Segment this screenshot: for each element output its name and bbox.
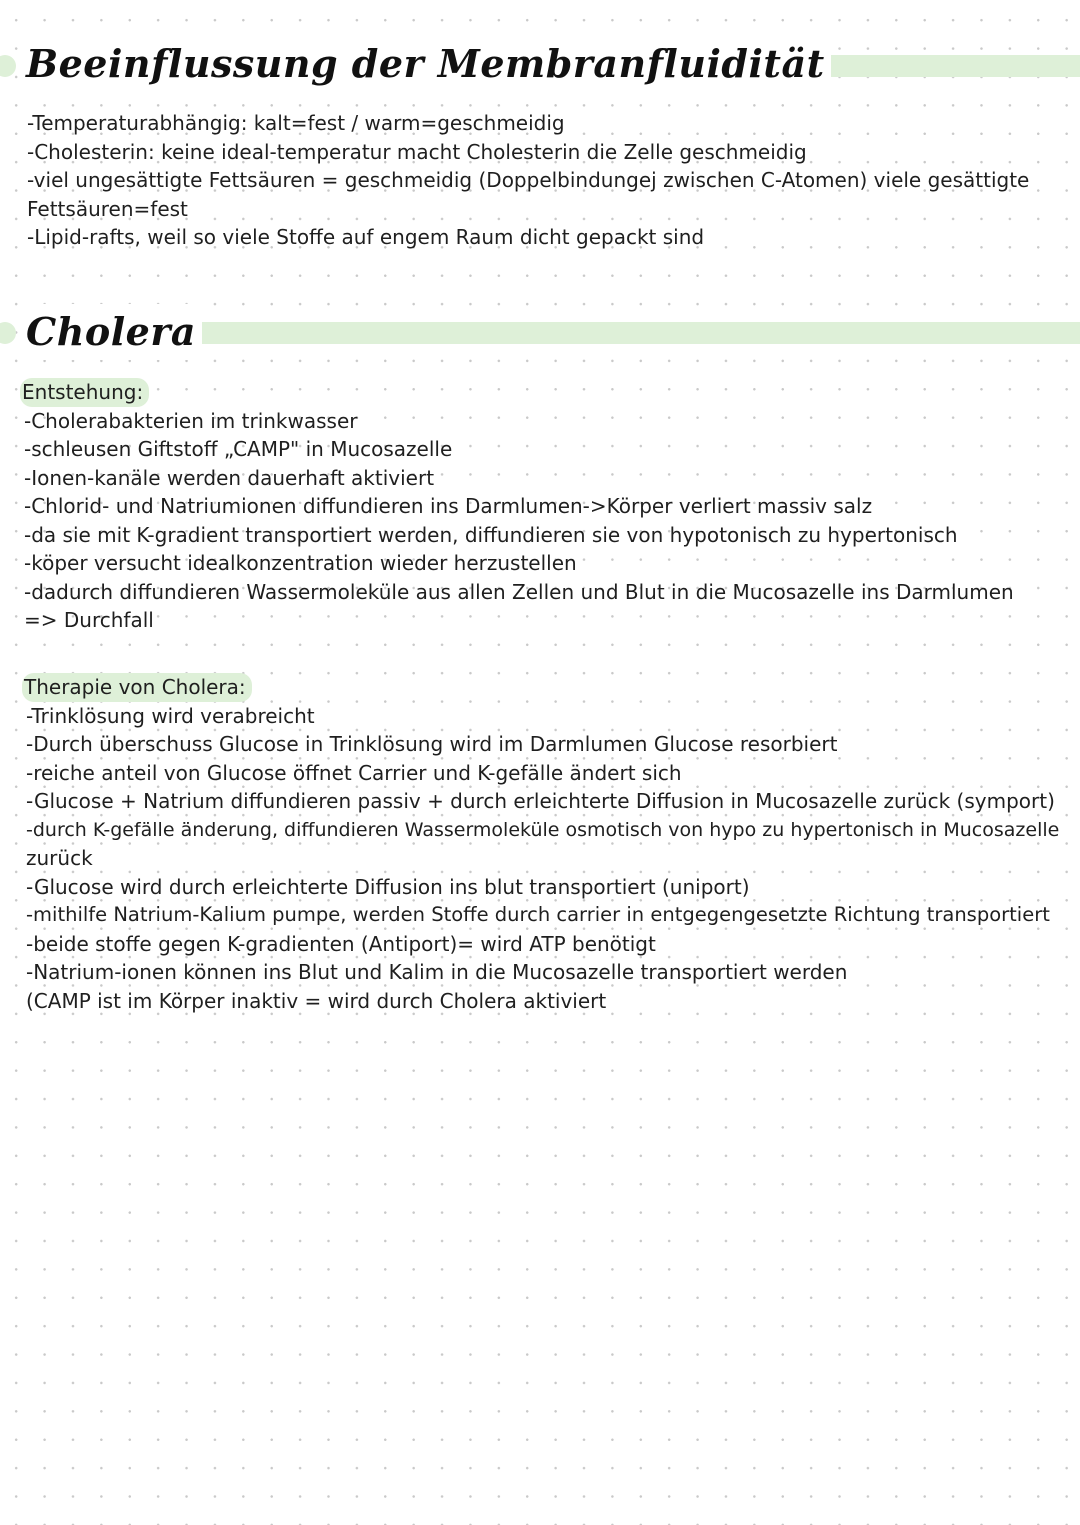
section-title: Beeinflussung der Membranfluidität — [22, 36, 831, 92]
subsection-label: Entstehung: — [20, 378, 149, 407]
note-line: => Durchfall — [24, 608, 154, 632]
heading-highlight-dot — [0, 55, 16, 77]
note-line: -Trinklösung wird verabreicht — [26, 703, 315, 728]
section-body-membranfluiditaet — [27, 109, 1057, 252]
note-line: -durch K-gefälle änderung, diffundieren Wassermoleküle osmotisch von hypo zu hypertonisch in Mucosazelle — [26, 818, 1060, 841]
note-line: -mithilfe Natrium-Kalium pumpe, werden Stoffe durch carrier in entgegengesetzte Richtung transportiert — [26, 903, 1050, 926]
note-line: -köper versucht idealkonzentration wieder herzustellen — [24, 551, 577, 575]
note-line: -Glucose + Natrium diffundieren passiv + durch erleichterte Diffusion in Mucosazelle zurück (symport) — [26, 789, 1055, 813]
heading-highlight-bar — [150, 322, 1080, 344]
subsection-therapie — [24, 673, 1060, 1015]
note-line: -schleusen Giftstoff „CAMP" in Mucosazelle — [24, 437, 453, 461]
note-line: -Chlorid- und Natriumionen diffundieren ins Darmlumen->Körper verliert massiv salz — [24, 494, 873, 518]
note-line: -Temperaturabhängig: kalt=fest / warm=geschmeidig — [27, 111, 565, 135]
note-line: (CAMP ist im Körper inaktiv = wird durch Cholera aktiviert — [26, 988, 607, 1013]
note-line: zurück — [26, 846, 93, 870]
subsection-entstehung — [24, 378, 1054, 635]
note-line: -Lipid-rafts, weil so viele Stoffe auf engem Raum dicht gepackt sind — [27, 225, 705, 249]
section-heading-membranfluiditaet — [0, 36, 1080, 92]
note-line: -Natrium-ionen können ins Blut und Kalim in die Mucosazelle transportiert werden — [26, 960, 848, 984]
subsection-label: Therapie von Cholera: — [22, 673, 252, 702]
note-line: -viel ungesättigte Fettsäuren = geschmeidig (Doppelbindungej zwischen C-Atomen) viele gesättigte — [27, 168, 1030, 192]
note-line: -da sie mit K-gradient transportiert werden, diffundieren sie von hypotonisch zu hypertonisch — [24, 522, 958, 547]
note-line: -Cholesterin: keine ideal-temperatur macht Cholesterin die Zelle geschmeidig — [27, 139, 807, 164]
note-line: -Durch überschuss Glucose in Trinklösung wird im Darmlumen Glucose resorbiert — [26, 732, 838, 756]
note-line: -reiche anteil von Glucose öffnet Carrier und K-gefälle ändert sich — [26, 760, 682, 785]
note-line: -Glucose wird durch erleichterte Diffusion ins blut transportiert (uniport) — [26, 874, 750, 899]
note-line: Fettsäuren=fest — [27, 196, 188, 221]
section-title: Cholera — [22, 304, 202, 360]
note-line: -dadurch diffundieren Wassermoleküle aus allen Zellen und Blut in die Mucosazelle ins Darmlumen — [24, 579, 1014, 604]
note-line: -Ionen-kanäle werden dauerhaft aktiviert — [24, 465, 435, 490]
heading-highlight-dot — [0, 322, 16, 344]
note-line: -beide stoffe gegen K-gradienten (Antiport)= wird ATP benötigt — [26, 931, 656, 956]
section-heading-cholera — [0, 304, 1080, 360]
note-line: -Cholerabakterien im trinkwasser — [24, 408, 358, 433]
